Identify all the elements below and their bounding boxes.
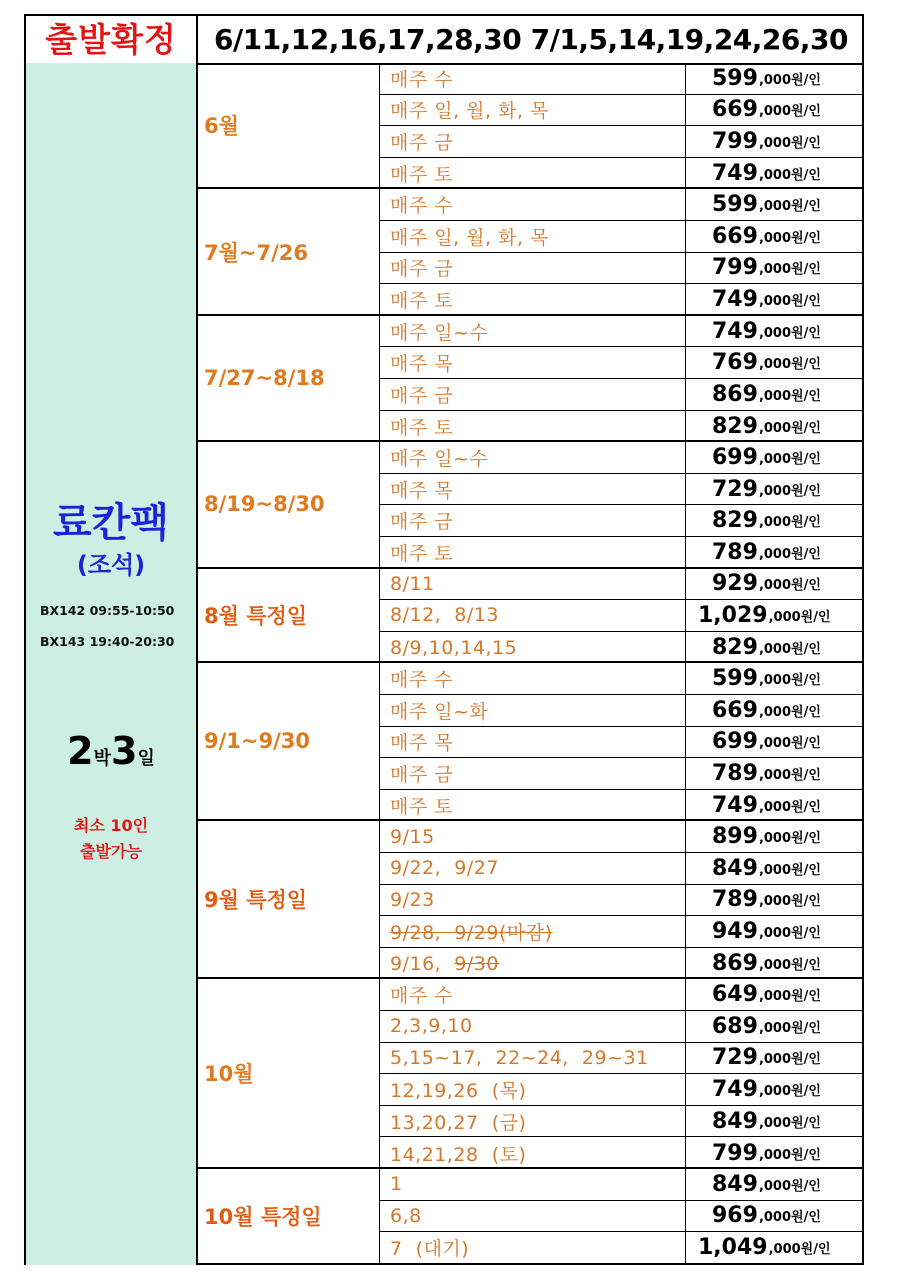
departure-condition bbox=[380, 95, 686, 126]
price-unit: ,000원/인 bbox=[758, 578, 821, 594]
price-cell bbox=[686, 853, 862, 884]
departure-condition bbox=[380, 158, 686, 190]
hotel-name: 료칸팩 bbox=[53, 500, 169, 546]
departure-condition bbox=[380, 474, 686, 505]
price-row bbox=[380, 189, 862, 221]
price-row bbox=[380, 569, 862, 601]
price-amount: 749 bbox=[712, 793, 758, 819]
price-row bbox=[380, 600, 862, 632]
departure-condition bbox=[380, 1137, 686, 1169]
price-amount: 929 bbox=[712, 571, 758, 597]
price-row bbox=[380, 347, 862, 379]
price-cell bbox=[686, 284, 862, 316]
departure-condition bbox=[380, 379, 686, 410]
period-label: 9/1~9/30 bbox=[198, 663, 380, 819]
price-unit: ,000원/인 bbox=[758, 1178, 821, 1194]
departure-condition bbox=[380, 1169, 686, 1200]
price-cell bbox=[686, 569, 862, 600]
price-row bbox=[380, 284, 862, 316]
price-amount: 829 bbox=[712, 508, 758, 534]
minimum-participants-line2: 출발가능 bbox=[80, 842, 142, 861]
price-row bbox=[380, 253, 862, 285]
price-cell bbox=[686, 253, 862, 284]
condition-text: 매주 토 bbox=[390, 164, 454, 187]
condition-text: 매주 금 bbox=[390, 258, 454, 281]
price-unit: ,000원/인 bbox=[758, 673, 821, 689]
outbound-flight: BX142 09:55-10:50 bbox=[40, 603, 175, 618]
price-cell bbox=[686, 189, 862, 220]
period-label: 10월 특정일 bbox=[198, 1169, 380, 1264]
price-unit: ,000원/인 bbox=[768, 1242, 831, 1258]
departure-condition bbox=[380, 1011, 686, 1042]
departure-condition bbox=[380, 126, 686, 157]
condition-text: 8/9,10,14,15 bbox=[390, 636, 518, 659]
condition-text: 매주 금 bbox=[390, 384, 454, 407]
condition-text: 2,3,9,10 bbox=[390, 1015, 473, 1038]
price-sheet bbox=[24, 14, 864, 1265]
price-unit: ,000원/인 bbox=[758, 325, 821, 341]
price-cell bbox=[686, 600, 862, 631]
price-unit: ,000원/인 bbox=[758, 230, 821, 246]
departure-condition bbox=[380, 695, 686, 726]
price-amount: 849 bbox=[712, 855, 758, 881]
condition-text: 매주 목 bbox=[390, 479, 454, 502]
price-amount: 749 bbox=[712, 318, 758, 344]
period-label: 6월 bbox=[198, 63, 380, 187]
price-amount: 869 bbox=[712, 381, 758, 407]
price-amount: 789 bbox=[712, 887, 758, 913]
departure-condition bbox=[380, 758, 686, 789]
price-amount: 669 bbox=[712, 97, 758, 123]
price-unit: ,000원/인 bbox=[758, 767, 821, 783]
price-unit: ,000원/인 bbox=[758, 168, 821, 184]
condition-text: 9/15 bbox=[390, 825, 435, 848]
price-amount: 829 bbox=[712, 413, 758, 439]
condition-text: 매주 목 bbox=[390, 353, 454, 376]
condition-text: 1 bbox=[390, 1173, 403, 1196]
price-amount: 669 bbox=[712, 223, 758, 249]
price-cell bbox=[686, 1106, 862, 1137]
departure-condition bbox=[380, 1201, 686, 1232]
price-row bbox=[380, 632, 862, 664]
price-cell bbox=[686, 790, 862, 822]
condition-text: 14,21,28 (토) bbox=[390, 1143, 527, 1166]
price-row bbox=[380, 379, 862, 411]
price-amount: 599 bbox=[712, 666, 758, 692]
condition-text: 매주 금 bbox=[390, 131, 454, 154]
condition-text: 9/23 bbox=[390, 888, 435, 911]
departure-condition bbox=[380, 885, 686, 916]
departure-condition bbox=[380, 1232, 686, 1264]
price-group bbox=[198, 821, 862, 979]
price-row bbox=[380, 411, 862, 443]
departure-condition bbox=[380, 790, 686, 822]
condition-text: 13,20,27 (금) bbox=[390, 1111, 527, 1134]
price-amount: 749 bbox=[712, 161, 758, 187]
price-amount: 899 bbox=[712, 824, 758, 850]
july-departure-dates: 7/1,5,14,19,24,26,30 bbox=[530, 23, 848, 56]
price-cell bbox=[686, 158, 862, 190]
price-amount: 669 bbox=[712, 697, 758, 723]
price-amount: 869 bbox=[712, 951, 758, 977]
price-unit: ,000원/인 bbox=[758, 135, 821, 151]
price-row bbox=[380, 442, 862, 474]
price-unit: ,000원/인 bbox=[758, 483, 821, 499]
price-group bbox=[198, 1169, 862, 1264]
price-amount: 599 bbox=[712, 192, 758, 218]
price-group bbox=[198, 316, 862, 442]
price-amount: 699 bbox=[712, 729, 758, 755]
price-row bbox=[380, 1232, 862, 1264]
price-unit: ,000원/인 bbox=[758, 72, 821, 88]
price-cell bbox=[686, 1201, 862, 1232]
price-row bbox=[380, 221, 862, 253]
departure-condition bbox=[380, 632, 686, 664]
period-label: 8월 특정일 bbox=[198, 569, 380, 662]
price-amount: 729 bbox=[712, 1045, 758, 1071]
price-cell bbox=[686, 1043, 862, 1074]
departure-condition bbox=[380, 1043, 686, 1074]
departure-condition bbox=[380, 189, 686, 220]
price-group bbox=[198, 189, 862, 315]
price-cell bbox=[686, 1011, 862, 1042]
price-amount: 689 bbox=[712, 1013, 758, 1039]
return-flight: BX143 19:40-20:30 bbox=[40, 634, 175, 649]
price-unit: ,000원/인 bbox=[758, 294, 821, 310]
condition-text: 6,8 bbox=[390, 1204, 422, 1227]
price-row bbox=[380, 979, 862, 1011]
price-unit: ,000원/인 bbox=[758, 894, 821, 910]
price-amount: 849 bbox=[712, 1171, 758, 1197]
cancelled-date: 9/30 bbox=[454, 952, 499, 975]
price-group bbox=[198, 63, 862, 189]
price-unit: ,000원/인 bbox=[758, 1083, 821, 1099]
price-cell bbox=[686, 1137, 862, 1169]
price-cell bbox=[686, 663, 862, 694]
price-amount: 1,029 bbox=[698, 602, 768, 628]
condition-text: 매주 토 bbox=[390, 796, 454, 819]
price-unit: ,000원/인 bbox=[758, 388, 821, 404]
stay-duration bbox=[26, 729, 196, 773]
price-amount: 829 bbox=[712, 635, 758, 661]
price-cell bbox=[686, 379, 862, 410]
price-cell bbox=[686, 537, 862, 569]
price-amount: 599 bbox=[712, 65, 758, 91]
price-unit: ,000원/인 bbox=[758, 547, 821, 563]
departure-condition bbox=[380, 853, 686, 884]
condition-text: 매주 수 bbox=[390, 669, 454, 692]
price-unit: ,000원/인 bbox=[758, 1210, 821, 1226]
price-unit: ,000원/인 bbox=[758, 515, 821, 531]
departure-condition bbox=[380, 63, 686, 94]
condition-text: 매주 수 bbox=[390, 68, 454, 91]
price-amount: 789 bbox=[712, 760, 758, 786]
condition-text: 9/16, bbox=[390, 952, 455, 975]
departure-condition bbox=[380, 663, 686, 694]
price-row bbox=[380, 1043, 862, 1075]
nights-unit: 박 bbox=[93, 748, 111, 769]
price-amount: 1,049 bbox=[698, 1235, 768, 1261]
confirmed-departure-label: 출발확정 bbox=[26, 16, 198, 63]
price-unit: ,000원/인 bbox=[758, 958, 821, 974]
price-row bbox=[380, 537, 862, 569]
price-amount: 649 bbox=[712, 982, 758, 1008]
departure-condition bbox=[380, 347, 686, 378]
price-amount: 849 bbox=[712, 1108, 758, 1134]
meal-info: (조석) bbox=[76, 551, 146, 579]
price-cell bbox=[686, 727, 862, 758]
departure-condition bbox=[380, 600, 686, 631]
price-row bbox=[380, 1201, 862, 1233]
departure-condition bbox=[380, 505, 686, 536]
price-amount: 789 bbox=[712, 540, 758, 566]
price-amount: 949 bbox=[712, 918, 758, 944]
period-label: 8/19~8/30 bbox=[198, 442, 380, 566]
price-group bbox=[198, 569, 862, 664]
departure-condition bbox=[380, 284, 686, 316]
minimum-participants-line1: 최소 10인 bbox=[73, 816, 149, 835]
price-cell bbox=[686, 758, 862, 789]
days-unit: 일 bbox=[137, 748, 155, 769]
price-cell bbox=[686, 1074, 862, 1105]
price-group bbox=[198, 979, 862, 1169]
price-cell bbox=[686, 1232, 862, 1264]
confirmed-departures-header bbox=[26, 16, 862, 65]
departure-condition bbox=[380, 411, 686, 443]
price-cell bbox=[686, 316, 862, 347]
price-unit: ,000원/인 bbox=[758, 420, 821, 436]
price-cell bbox=[686, 695, 862, 726]
price-amount: 969 bbox=[712, 1203, 758, 1229]
price-row bbox=[380, 821, 862, 853]
price-row bbox=[380, 948, 862, 980]
condition-text: 매주 토 bbox=[390, 543, 454, 566]
price-cell bbox=[686, 347, 862, 378]
price-amount: 699 bbox=[712, 444, 758, 470]
price-cell bbox=[686, 474, 862, 505]
price-unit: ,000원/인 bbox=[758, 262, 821, 278]
condition-text: 매주 일~수 bbox=[390, 447, 489, 470]
price-unit: ,000원/인 bbox=[758, 104, 821, 120]
departure-condition bbox=[380, 979, 686, 1010]
condition-text: 매주 일~수 bbox=[390, 321, 489, 344]
condition-text: 7 (대기) bbox=[390, 1238, 470, 1261]
price-cell bbox=[686, 948, 862, 980]
period-label: 7/27~8/18 bbox=[198, 316, 380, 440]
price-unit: ,000원/인 bbox=[758, 199, 821, 215]
price-amount: 799 bbox=[712, 128, 758, 154]
price-unit: ,000원/인 bbox=[758, 736, 821, 752]
price-row bbox=[380, 505, 862, 537]
price-row bbox=[380, 126, 862, 158]
price-amount: 769 bbox=[712, 350, 758, 376]
condition-text: 5,15~17, 22~24, 29~31 bbox=[390, 1046, 649, 1069]
price-row bbox=[380, 316, 862, 348]
product-summary-panel bbox=[26, 63, 198, 1265]
condition-text: 매주 일~화 bbox=[390, 700, 489, 723]
condition-text: 9/22, 9/27 bbox=[390, 857, 499, 880]
condition-text: 8/12, 8/13 bbox=[390, 604, 499, 627]
price-cell bbox=[686, 916, 862, 947]
departure-condition bbox=[380, 948, 686, 980]
price-cell bbox=[686, 505, 862, 536]
price-cell bbox=[686, 95, 862, 126]
price-unit: ,000원/인 bbox=[758, 642, 821, 658]
condition-text: 9/28, 9/29(마감) bbox=[390, 921, 553, 944]
price-amount: 729 bbox=[712, 476, 758, 502]
price-row bbox=[380, 1137, 862, 1169]
condition-text: 매주 목 bbox=[390, 732, 454, 755]
price-row bbox=[380, 790, 862, 822]
departure-condition bbox=[380, 727, 686, 758]
price-row bbox=[380, 758, 862, 790]
price-cell bbox=[686, 632, 862, 664]
minimum-participants bbox=[26, 813, 196, 865]
price-row bbox=[380, 158, 862, 190]
price-unit: ,000원/인 bbox=[758, 451, 821, 467]
condition-text: 매주 토 bbox=[390, 416, 454, 439]
departure-condition bbox=[380, 316, 686, 347]
nights-number: 2 bbox=[67, 729, 94, 773]
price-row bbox=[380, 916, 862, 948]
price-row bbox=[380, 1074, 862, 1106]
price-cell bbox=[686, 885, 862, 916]
price-row bbox=[380, 1011, 862, 1043]
price-amount: 799 bbox=[712, 1140, 758, 1166]
departure-condition bbox=[380, 1106, 686, 1137]
condition-text: 매주 일, 월, 화, 목 bbox=[390, 226, 549, 249]
price-row bbox=[380, 663, 862, 695]
price-unit: ,000원/인 bbox=[758, 1147, 821, 1163]
price-cell bbox=[686, 63, 862, 94]
price-row bbox=[380, 695, 862, 727]
departure-condition bbox=[380, 1074, 686, 1105]
price-row bbox=[380, 853, 862, 885]
price-unit: ,000원/인 bbox=[758, 989, 821, 1005]
price-unit: ,000원/인 bbox=[758, 800, 821, 816]
period-label: 10월 bbox=[198, 979, 380, 1167]
price-unit: ,000원/인 bbox=[758, 862, 821, 878]
departure-condition bbox=[380, 442, 686, 473]
days-number: 3 bbox=[111, 729, 138, 773]
departure-condition bbox=[380, 253, 686, 284]
price-group bbox=[198, 663, 862, 821]
price-cell bbox=[686, 411, 862, 443]
price-row bbox=[380, 474, 862, 506]
price-unit: ,000원/인 bbox=[758, 831, 821, 847]
condition-text: 매주 토 bbox=[390, 290, 454, 313]
condition-text: 매주 일, 월, 화, 목 bbox=[390, 100, 549, 123]
departure-condition bbox=[380, 537, 686, 569]
price-cell bbox=[686, 979, 862, 1010]
price-row bbox=[380, 727, 862, 759]
price-unit: ,000원/인 bbox=[758, 1115, 821, 1131]
price-unit: ,000원/인 bbox=[758, 925, 821, 941]
june-departure-dates: 6/11,12,16,17,28,30 bbox=[214, 23, 522, 56]
price-row bbox=[380, 63, 862, 95]
departure-condition bbox=[380, 569, 686, 600]
period-label: 7월~7/26 bbox=[198, 189, 380, 313]
condition-text: 매주 금 bbox=[390, 511, 454, 534]
departure-condition bbox=[380, 221, 686, 252]
price-cell bbox=[686, 221, 862, 252]
price-unit: ,000원/인 bbox=[758, 357, 821, 373]
price-unit: ,000원/인 bbox=[768, 609, 831, 625]
price-amount: 749 bbox=[712, 287, 758, 313]
price-row bbox=[380, 95, 862, 127]
price-unit: ,000원/인 bbox=[758, 1052, 821, 1068]
price-group bbox=[198, 442, 862, 568]
condition-text: 매주 금 bbox=[390, 763, 454, 786]
departure-condition bbox=[380, 916, 686, 947]
condition-text: 매주 수 bbox=[390, 195, 454, 218]
price-cell bbox=[686, 126, 862, 157]
price-unit: ,000원/인 bbox=[758, 704, 821, 720]
period-label: 9월 특정일 bbox=[198, 821, 380, 977]
departure-condition bbox=[380, 821, 686, 852]
price-cell bbox=[686, 442, 862, 473]
condition-text: 8/11 bbox=[390, 572, 435, 595]
condition-text: 매주 수 bbox=[390, 985, 454, 1008]
price-row bbox=[380, 1106, 862, 1138]
price-row bbox=[380, 1169, 862, 1201]
price-cell bbox=[686, 821, 862, 852]
price-unit: ,000원/인 bbox=[758, 1020, 821, 1036]
price-amount: 799 bbox=[712, 255, 758, 281]
price-row bbox=[380, 885, 862, 917]
price-amount: 749 bbox=[712, 1076, 758, 1102]
condition-text: 12,19,26 (목) bbox=[390, 1079, 527, 1102]
price-cell bbox=[686, 1169, 862, 1200]
